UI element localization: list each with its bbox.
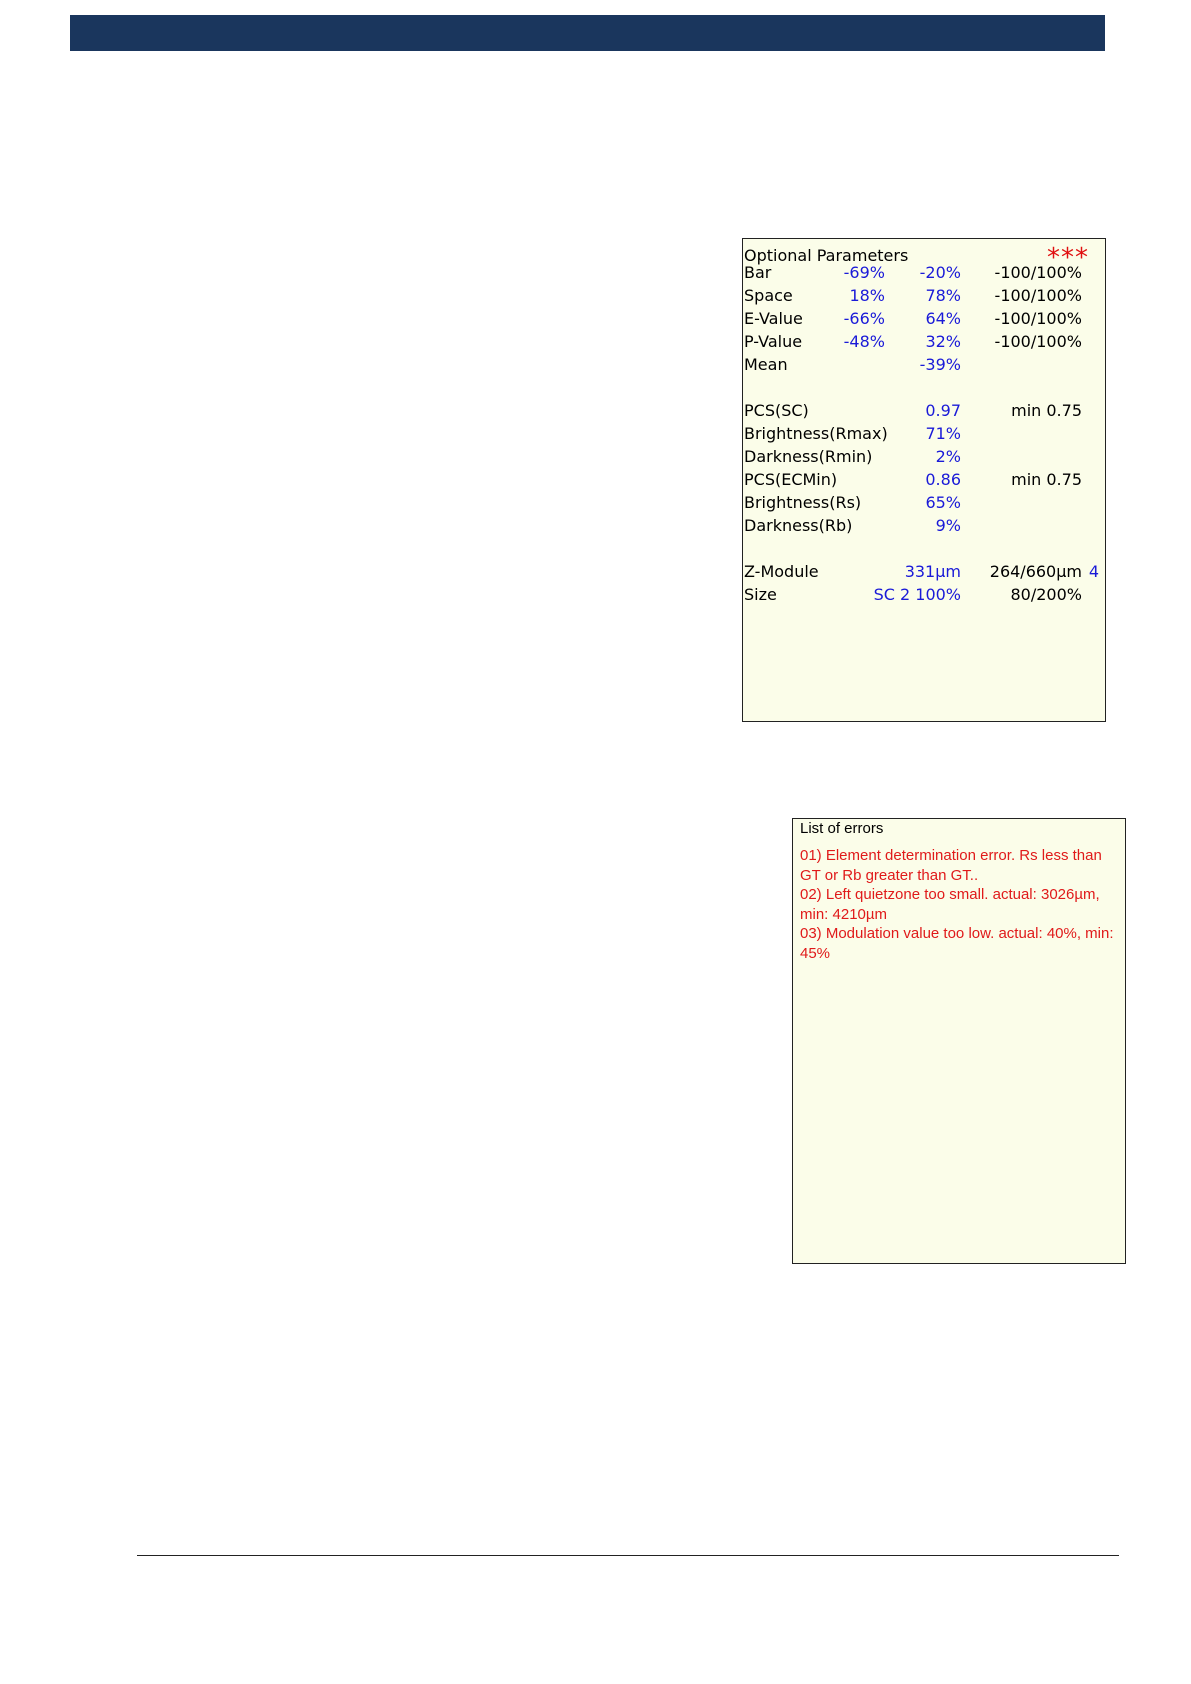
param-value-1: -48% xyxy=(843,332,885,351)
param-label: Mean xyxy=(744,355,788,374)
param-value-2: 0.97 xyxy=(925,401,961,420)
param-row-brightness-rmax xyxy=(743,423,1105,445)
param-row-bar xyxy=(743,262,1105,284)
param-value-2: 32% xyxy=(925,332,961,351)
param-row-e-value xyxy=(743,308,1105,330)
param-limit: -100/100% xyxy=(994,332,1082,351)
param-value-1: -66% xyxy=(843,309,885,328)
param-limit: 80/200% xyxy=(1010,585,1082,604)
param-value-2: -39% xyxy=(919,355,961,374)
param-limit: min 0.75 xyxy=(1011,470,1082,489)
param-row-pcs-sc xyxy=(743,400,1105,422)
param-label: P-Value xyxy=(744,332,803,351)
error-list-panel xyxy=(792,818,1126,1264)
param-label: Space xyxy=(744,286,793,305)
error-list-title: List of errors xyxy=(800,820,884,837)
optional-parameters-panel xyxy=(742,238,1106,722)
param-value-2: 2% xyxy=(935,447,961,466)
param-limit: -100/100% xyxy=(994,309,1082,328)
param-value-2: 0.86 xyxy=(925,470,961,489)
param-limit: min 0.75 xyxy=(1011,401,1082,420)
error-item: 03) Modulation value too low. actual: 40%, min: 45% xyxy=(800,925,1114,962)
param-label: E-Value xyxy=(744,309,803,328)
param-row-brightness-rs xyxy=(743,492,1105,514)
param-value-1: 18% xyxy=(849,286,885,305)
param-label: Brightness(Rmax) xyxy=(744,424,888,443)
param-row-mean xyxy=(743,354,1105,376)
param-value-1: -69% xyxy=(843,263,885,282)
error-list xyxy=(800,846,1118,963)
param-label: PCS(SC) xyxy=(744,401,809,420)
param-row-p-value xyxy=(743,331,1105,353)
header-bar xyxy=(70,15,1105,51)
param-row-darkness-rb xyxy=(743,515,1105,537)
param-label: Darkness(Rb) xyxy=(744,516,853,535)
param-label: Brightness(Rs) xyxy=(744,493,862,512)
param-limit-extra: 4 xyxy=(1088,562,1099,581)
param-limit: -100/100% xyxy=(994,286,1082,305)
param-value-2: 65% xyxy=(925,493,961,512)
param-row-size xyxy=(743,584,1105,606)
optional-parameters-title: Optional Parameters xyxy=(744,246,909,265)
param-row-pcs-ecmin xyxy=(743,469,1105,491)
param-label: Bar xyxy=(744,263,772,282)
param-label: Darkness(Rmin) xyxy=(744,447,873,466)
param-value-2: 71% xyxy=(925,424,961,443)
param-label: Z-Module xyxy=(744,562,819,581)
param-row-z-module xyxy=(743,561,1105,583)
param-limit: -100/100% xyxy=(994,263,1082,282)
param-label: Size xyxy=(744,585,777,604)
param-value-2: SC 2 100% xyxy=(873,585,961,604)
param-value-2: -20% xyxy=(919,263,961,282)
param-limit: 264/660µm xyxy=(989,562,1082,581)
param-value-2: 9% xyxy=(935,516,961,535)
footer-divider xyxy=(137,1555,1119,1556)
param-value-2: 78% xyxy=(925,286,961,305)
status-marker: *** xyxy=(1047,243,1089,273)
param-value-2: 64% xyxy=(925,309,961,328)
error-item: 01) Element determination error. Rs less than GT or Rb greater than GT.. xyxy=(800,847,1102,884)
param-row-space xyxy=(743,285,1105,307)
param-value-2: 331µm xyxy=(904,562,961,581)
param-row-darkness-rmin xyxy=(743,446,1105,468)
error-item: 02) Left quietzone too small. actual: 3026µm, min: 4210µm xyxy=(800,886,1100,923)
param-label: PCS(ECMin) xyxy=(744,470,838,489)
